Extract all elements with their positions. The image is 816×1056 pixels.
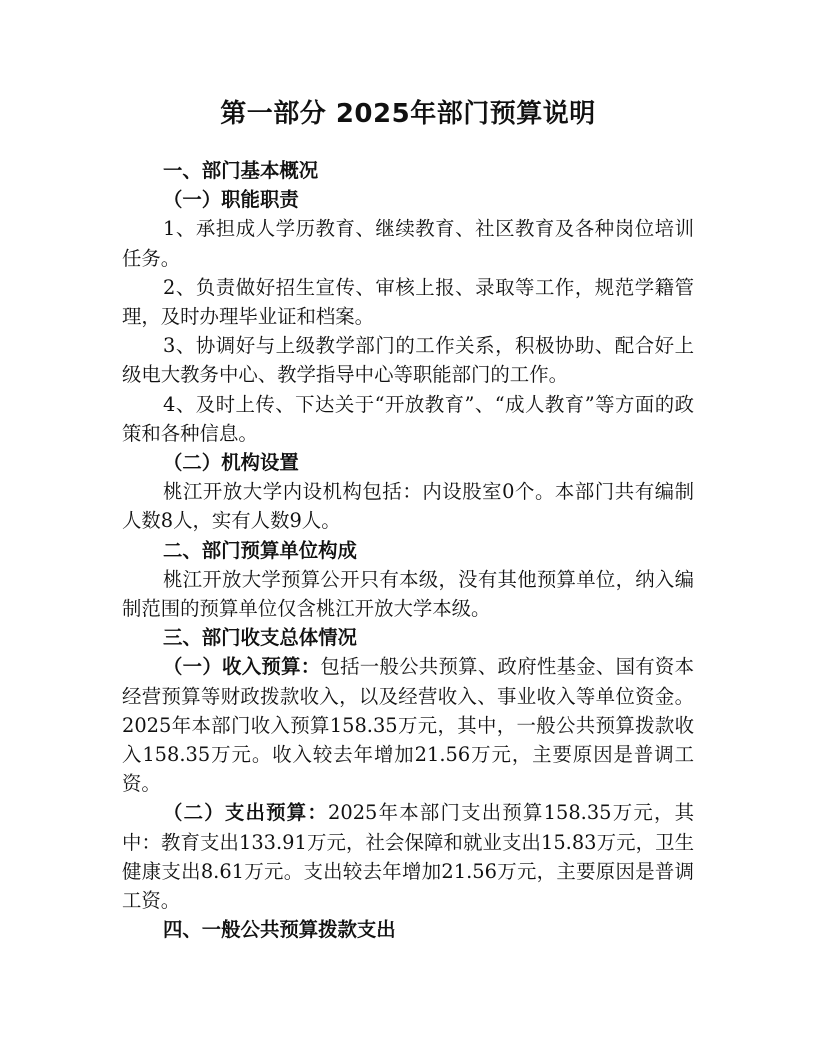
subsection-heading-duties: （一）职能职责 xyxy=(163,188,299,212)
section-heading-income-expense: 三、部门收支总体情况 xyxy=(163,626,357,650)
income-label: （一）收入预算： xyxy=(163,655,321,679)
income-text: 包括一般公共预算、政府性基金、国有资本经营预算等财政拨款收入，以及经营收入、事业收入等单位资金。2025年本部门收入预算158.35万元，其中，一般公共预算拨款收入158.35万元。收入较去年增加21.56万元，主要原因是普调工资。 xyxy=(122,655,695,796)
budget-units-paragraph: 桃江开放大学预算公开只有本级，没有其他预算单位，纳入编制范围的预算单位仅含桃江开放大学本级。 xyxy=(122,567,694,621)
duty-paragraph-3: 3、协调好与上级教学部门的工作关系，积极协助、配合好上级电大教务中心、教学指导中心等职能部门的工作。 xyxy=(122,334,694,387)
duty-paragraph-4: 4、及时上传、下达关于“开放教育”、“成人教育”等方面的政策和各种信息。 xyxy=(122,392,694,445)
section-heading-general-budget: 四、一般公共预算拨款支出 xyxy=(163,918,396,942)
duty-paragraph-1: 1、承担成人学历教育、继续教育、社区教育及各种岗位培训任务。 xyxy=(122,217,694,270)
section-heading-basic-overview: 一、部门基本概况 xyxy=(163,159,319,182)
income-paragraph xyxy=(122,652,694,798)
expense-label: （二）支出预算： xyxy=(163,801,329,825)
section-heading-budget-units: 二、部门预算单位构成 xyxy=(163,538,357,562)
document-body xyxy=(122,156,694,944)
expense-text: 2025年本部门支出预算158.35万元，其中：教育支出133.91万元，社会保障和就业支出15.83万元，卫生健康支出8.61万元。支出较去年增加21.56万元，主要原因是普调工资。 xyxy=(122,801,694,913)
duty-paragraph-2: 2、负责做好招生宣传、审核上报、录取等工作，规范学籍管理，及时办理毕业证和档案。 xyxy=(122,275,694,329)
expense-paragraph xyxy=(122,798,694,915)
page-title: 第一部分 2025年部门预算说明 xyxy=(220,99,596,129)
organization-paragraph: 桃江开放大学内设机构包括：内设股室0个。本部门共有编制人数8人，实有人数9人。 xyxy=(122,480,694,533)
subsection-heading-organization: （二）机构设置 xyxy=(163,451,299,475)
